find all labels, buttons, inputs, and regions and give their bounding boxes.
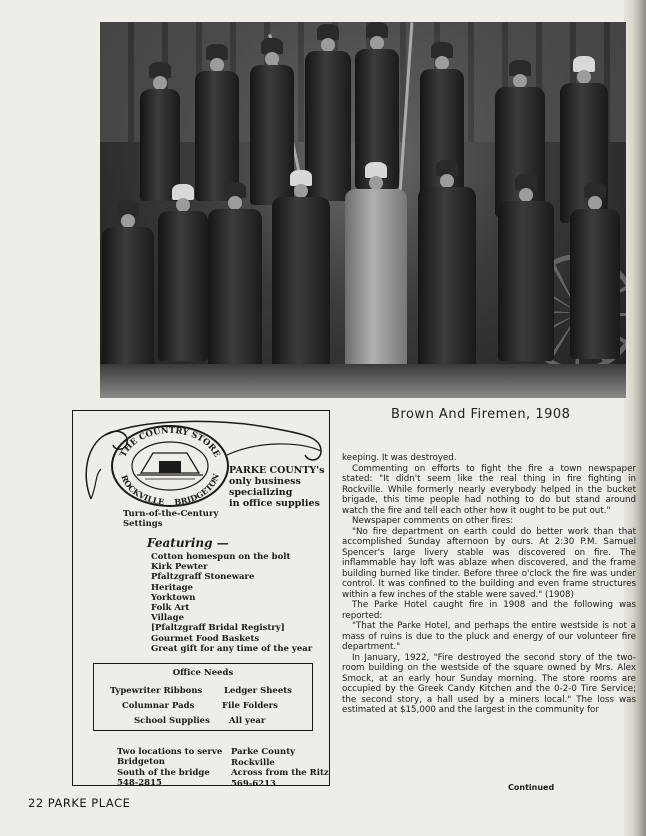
parke-county-tagline [229, 465, 329, 509]
photo-fireman [272, 170, 330, 380]
featuring-item: Cotton homespun on the bolt [151, 552, 291, 562]
office-item: Typewriter Ribbons [110, 686, 203, 696]
location-line: Parke County [231, 747, 296, 757]
location-line: Bridgeton [117, 757, 165, 767]
photo-fireman [102, 200, 154, 380]
office-item: Columnar Pads [122, 701, 195, 711]
tagline-line: only business specializing [229, 476, 301, 498]
photo-fireman [158, 184, 208, 374]
featuring-item: Kirk Pewter [151, 562, 208, 573]
photo-fireman [570, 182, 620, 372]
featuring-heading: Featuring — [147, 536, 229, 550]
settings-text [123, 509, 243, 529]
photo-fireman [208, 182, 262, 377]
article-body [342, 453, 636, 716]
office-item: School Supplies [134, 716, 210, 726]
svg-text:THE COUNTRY STORE [118, 426, 221, 460]
featuring-item: [Pfaltzgraff Bridal Registry] [151, 623, 285, 634]
photo-fire-chief-brown [345, 162, 407, 377]
location-bridgeton [117, 757, 210, 789]
article-paragraph: keeping. It was destroyed. [342, 453, 457, 463]
featuring-list [151, 552, 329, 654]
article-paragraph: The Parke Hotel caught fire in 1908 and the following was reported: [342, 600, 636, 621]
article-paragraph: Newspaper comments on other fires: [352, 516, 514, 526]
photo-caption: Brown And Firemen, 1908 [391, 407, 571, 422]
location-phone: 548-2815 [117, 778, 162, 788]
settings-line: Settings [123, 519, 163, 529]
article-paragraph: "That the Parke Hotel, and perhaps the entire westside is not a mass of ruins is due to the pluck and energy of our volunteer fire department." [342, 621, 636, 652]
article-paragraph: In January, 1922, "Fire destroyed the second story of the two-room building on the westside of the square owned by Mrs. Alex Smock, at an early hour Sunday morning. The store rooms are occupied by the Greek Candy Kitchen and the 0-2-0 Tire Service; the second story, a hall used by a miners local." The loss was estimated at $15,000 and the largest in the community for [342, 652, 636, 715]
location-phone: 569-6213 [231, 778, 276, 789]
location-rockville [231, 747, 329, 789]
tagline-line: PARKE COUNTY's [229, 465, 325, 476]
page-footer: 22 PARKE PLACE [28, 796, 131, 810]
photo-fireman [195, 44, 239, 204]
office-needs-box [93, 663, 313, 731]
featuring-item: Folk Art [151, 603, 190, 614]
office-item: All year [229, 716, 266, 726]
country-store-logo [109, 423, 231, 509]
logo-bridgeton: BRIDGETON [173, 472, 221, 507]
logo-title: THE COUNTRY STORE [118, 425, 222, 460]
featuring-item: Heritage [151, 582, 193, 593]
country-store-advertisement [72, 410, 330, 789]
location-line: South of the bridge [117, 767, 210, 778]
firemen-photograph [100, 22, 626, 398]
locations-intro: Two locations to serve [117, 747, 223, 757]
photo-fireman [140, 62, 180, 202]
featuring-item: Village [151, 613, 184, 624]
continued-label: Continued [508, 783, 555, 792]
office-item: Ledger Sheets [224, 686, 292, 696]
featuring-item: Pfaltzgraff Stoneware [151, 572, 255, 583]
article-paragraph: Commenting on efforts to fight the fire a town newspaper stated: "It didn't seem like the real thing in fire fighting in Rockville. While formerly nearly everybody helped in the bucket brigade, this time people had nothing to do but stand around watch the fire and tell each other how it ought to be put out." [342, 463, 636, 516]
featuring-item: Yorktown [151, 592, 196, 603]
office-item: File Folders [222, 701, 278, 711]
location-line: Rockville [231, 757, 275, 768]
tagline-line: in office supplies [229, 498, 320, 509]
settings-line: Turn-of-the-Century [123, 509, 219, 519]
photo-ground [100, 364, 626, 398]
article-paragraph: "No fire department on earth could do better work than that accomplished Sunday afternoon by ours. At 2:30 P.M. Samuel Spencer's large livery stable was discovered on fire. The inflammable hay loft was ablaze when discovered, and the frame building burned like tinder. Before three o'clock the fire was under control. It was confined to the building and even frame structures within a few inches of the stable were saved." (1908) [342, 526, 636, 600]
office-needs-title: Office Needs [172, 668, 234, 678]
location-line: Across from the Ritz [231, 768, 329, 778]
logo-rockville: ROCKVILLE [119, 473, 165, 507]
photo-fireman [418, 160, 476, 380]
featuring-item: Great gift for any time of the year [151, 643, 313, 654]
photo-fireman [498, 174, 554, 374]
featuring-item: Gourmet Food Baskets [151, 633, 260, 644]
